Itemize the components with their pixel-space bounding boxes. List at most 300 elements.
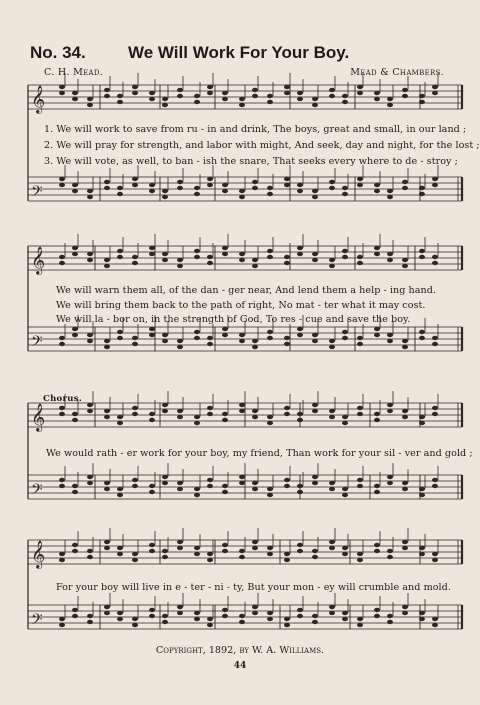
note-head	[252, 481, 258, 485]
note-head	[177, 611, 183, 615]
note-head	[357, 623, 363, 627]
note-head	[357, 255, 363, 259]
bass-clef-icon: 𝄢	[31, 481, 43, 502]
note-head	[162, 189, 168, 193]
note-head	[132, 484, 138, 488]
note-head	[284, 406, 290, 410]
chorus-label: Chorus.	[43, 394, 83, 404]
note-head	[312, 333, 318, 337]
hymn-title: We Will Work For Your Boy.	[128, 43, 350, 62]
note-head	[357, 617, 363, 621]
note-head	[162, 409, 168, 413]
note-head	[117, 249, 123, 253]
note-head	[177, 258, 183, 262]
bass-clef-icon: 𝄢	[31, 611, 43, 632]
note-head	[87, 339, 93, 343]
note-head	[132, 183, 138, 187]
note-head	[252, 264, 258, 268]
note-head	[297, 183, 303, 187]
note-head	[149, 484, 155, 488]
note-head	[239, 189, 245, 193]
note-head	[239, 195, 245, 199]
treble-clef-icon: 𝄞	[31, 403, 46, 431]
note-head	[87, 189, 93, 193]
note-head	[149, 183, 155, 187]
note-head	[87, 549, 93, 553]
note-head	[59, 91, 65, 95]
note-head	[104, 258, 110, 262]
note-head	[162, 475, 168, 479]
note-head	[252, 339, 258, 343]
note-head	[222, 484, 228, 488]
note-head	[284, 183, 290, 187]
note-head	[402, 611, 408, 615]
note-head	[72, 97, 78, 101]
note-head	[149, 97, 155, 101]
verse-3-line-2: We will la - bor on, in the strength of God, To res - cue and save the boy.	[56, 314, 411, 325]
note-head	[387, 620, 393, 624]
note-head	[207, 85, 213, 89]
note-head	[132, 336, 138, 340]
note-head	[117, 330, 123, 334]
note-head	[222, 614, 228, 618]
note-head	[222, 246, 228, 250]
verse-1-line-1: 1. We will work to save from ru - in and drink, The boys, great and small, in our land ;	[44, 124, 467, 135]
note-head	[342, 255, 348, 259]
note-head	[312, 614, 318, 618]
note-head	[194, 336, 200, 340]
note-head	[177, 546, 183, 550]
note-head	[87, 481, 93, 485]
note-head	[72, 484, 78, 488]
note-head	[117, 487, 123, 491]
note-head	[87, 97, 93, 101]
note-head	[374, 333, 380, 337]
note-head	[207, 478, 213, 482]
note-head	[267, 487, 273, 491]
note-head	[284, 558, 290, 562]
note-head	[252, 345, 258, 349]
note-head	[374, 418, 380, 422]
note-head	[284, 623, 290, 627]
note-head	[149, 252, 155, 256]
note-head	[104, 264, 110, 268]
note-head	[419, 421, 425, 425]
note-head	[432, 255, 438, 259]
note-head	[132, 261, 138, 265]
note-head	[132, 85, 138, 89]
note-head	[419, 487, 425, 491]
note-head	[194, 617, 200, 621]
note-head	[284, 478, 290, 482]
note-head	[132, 412, 138, 416]
note-head	[87, 258, 93, 262]
note-head	[149, 91, 155, 95]
note-head	[252, 546, 258, 550]
note-head	[252, 180, 258, 184]
note-head	[239, 614, 245, 618]
note-head	[329, 88, 335, 92]
note-head	[239, 555, 245, 559]
note-head	[239, 97, 245, 101]
note-head	[312, 403, 318, 407]
note-head	[432, 342, 438, 346]
note-head	[239, 549, 245, 553]
note-head	[357, 552, 363, 556]
note-head	[432, 91, 438, 95]
note-head	[419, 552, 425, 556]
note-head	[72, 252, 78, 256]
note-head	[222, 183, 228, 187]
note-head	[222, 412, 228, 416]
note-head	[104, 481, 110, 485]
note-head	[329, 481, 335, 485]
note-head	[59, 412, 65, 416]
note-head	[59, 183, 65, 187]
bass-clef-icon: 𝄢	[31, 183, 43, 204]
note-head	[387, 403, 393, 407]
note-head	[162, 103, 168, 107]
note-head	[117, 421, 123, 425]
note-head	[207, 412, 213, 416]
note-head	[252, 94, 258, 98]
note-head	[177, 605, 183, 609]
note-head	[419, 546, 425, 550]
note-head	[59, 478, 65, 482]
note-head	[387, 475, 393, 479]
note-head	[177, 345, 183, 349]
note-head	[432, 552, 438, 556]
note-head	[132, 623, 138, 627]
note-head	[374, 549, 380, 553]
note-head	[207, 91, 213, 95]
note-head	[177, 264, 183, 268]
note-head	[194, 249, 200, 253]
note-head	[312, 409, 318, 413]
note-head	[194, 192, 200, 196]
note-head	[104, 339, 110, 343]
note-head	[72, 189, 78, 193]
note-head	[222, 327, 228, 331]
note-head	[132, 558, 138, 562]
note-head	[374, 608, 380, 612]
note-head	[267, 186, 273, 190]
note-head	[162, 195, 168, 199]
note-head	[374, 543, 380, 547]
note-head	[419, 249, 425, 253]
copyright-notice: Copyright, 1892, by W. A. Williams.	[155, 645, 325, 656]
verse-2-line-1: 2. We will pray for strength, and labor with might, And seek, day and night, for the lost ;	[44, 140, 480, 151]
note-head	[72, 246, 78, 250]
chorus-line-2: For your boy will live in e - ter - ni - ty, But your mon - ey will crumble and mold.	[56, 582, 451, 593]
note-head	[342, 487, 348, 491]
note-head	[402, 186, 408, 190]
note-head	[239, 620, 245, 624]
note-head	[207, 255, 213, 259]
note-head	[342, 611, 348, 615]
note-head	[357, 177, 363, 181]
note-head	[284, 261, 290, 265]
note-head	[267, 249, 273, 253]
note-head	[194, 100, 200, 104]
note-head	[239, 409, 245, 413]
note-head	[239, 403, 245, 407]
note-head	[239, 475, 245, 479]
page-number: 44	[233, 661, 247, 671]
note-head	[87, 333, 93, 337]
note-head	[374, 189, 380, 193]
note-head	[132, 255, 138, 259]
note-head	[117, 94, 123, 98]
note-head	[239, 258, 245, 262]
note-head	[374, 246, 380, 250]
note-head	[59, 558, 65, 562]
note-head	[402, 258, 408, 262]
note-head	[329, 540, 335, 544]
note-head	[132, 617, 138, 621]
note-head	[342, 421, 348, 425]
note-head	[239, 103, 245, 107]
note-head	[162, 555, 168, 559]
note-head	[387, 409, 393, 413]
note-head	[222, 189, 228, 193]
note-head	[374, 412, 380, 416]
note-head	[252, 611, 258, 615]
note-head	[357, 484, 363, 488]
note-head	[87, 614, 93, 618]
note-head	[284, 342, 290, 346]
note-head	[194, 255, 200, 259]
note-head	[374, 183, 380, 187]
note-head	[162, 339, 168, 343]
note-head	[387, 333, 393, 337]
note-head	[329, 611, 335, 615]
note-head	[312, 195, 318, 199]
note-head	[432, 183, 438, 187]
note-head	[87, 103, 93, 107]
note-head	[357, 85, 363, 89]
note-head	[419, 255, 425, 259]
note-head	[329, 180, 335, 184]
note-head	[72, 614, 78, 618]
note-head	[194, 611, 200, 615]
note-head	[59, 623, 65, 627]
note-head	[222, 608, 228, 612]
note-head	[117, 415, 123, 419]
note-head	[284, 412, 290, 416]
note-head	[374, 614, 380, 618]
note-head	[297, 327, 303, 331]
note-head	[297, 333, 303, 337]
note-head	[149, 549, 155, 553]
note-head	[252, 88, 258, 92]
note-head	[419, 186, 425, 190]
note-head	[342, 100, 348, 104]
note-head	[104, 345, 110, 349]
note-head	[297, 246, 303, 250]
note-head	[387, 195, 393, 199]
note-head	[432, 261, 438, 265]
note-head	[312, 555, 318, 559]
note-head	[104, 611, 110, 615]
note-head	[194, 487, 200, 491]
note-head	[207, 484, 213, 488]
note-head	[177, 481, 183, 485]
note-head	[222, 549, 228, 553]
note-head	[222, 418, 228, 422]
note-head	[162, 403, 168, 407]
note-head	[357, 91, 363, 95]
note-head	[149, 246, 155, 250]
verse-2-line-2: We will bring them back to the path of right, No mat - ter what it may cost.	[56, 300, 426, 311]
note-head	[267, 94, 273, 98]
note-head	[342, 336, 348, 340]
note-head	[297, 608, 303, 612]
note-head	[72, 608, 78, 612]
note-head	[402, 94, 408, 98]
note-head	[177, 339, 183, 343]
note-head	[207, 342, 213, 346]
composer-credit: Mead & Chambers.	[350, 67, 444, 78]
note-head	[387, 103, 393, 107]
note-head	[104, 88, 110, 92]
note-head	[419, 415, 425, 419]
note-head	[117, 546, 123, 550]
note-head	[432, 85, 438, 89]
hymn-number: No. 34.	[30, 43, 86, 62]
note-head	[387, 614, 393, 618]
note-head	[374, 490, 380, 494]
note-head	[284, 552, 290, 556]
note-head	[194, 421, 200, 425]
note-head	[267, 192, 273, 196]
note-head	[104, 409, 110, 413]
note-head	[117, 493, 123, 497]
note-head	[312, 475, 318, 479]
note-head	[312, 103, 318, 107]
note-head	[194, 330, 200, 334]
note-head	[267, 546, 273, 550]
note-head	[72, 333, 78, 337]
note-head	[329, 94, 335, 98]
note-head	[387, 555, 393, 559]
note-head	[357, 406, 363, 410]
note-head	[104, 605, 110, 609]
note-head	[104, 180, 110, 184]
note-head	[312, 339, 318, 343]
note-head	[402, 487, 408, 491]
note-head	[419, 493, 425, 497]
note-head	[207, 406, 213, 410]
note-head	[87, 475, 93, 479]
note-head	[297, 412, 303, 416]
note-head	[149, 614, 155, 618]
lyricist-credit: C. H. Mead.	[44, 67, 104, 78]
note-head	[132, 478, 138, 482]
note-head	[162, 252, 168, 256]
note-head	[329, 345, 335, 349]
note-head	[267, 493, 273, 497]
note-head	[342, 415, 348, 419]
note-head	[297, 252, 303, 256]
note-head	[87, 195, 93, 199]
note-head	[329, 487, 335, 491]
note-head	[402, 409, 408, 413]
note-head	[329, 409, 335, 413]
note-head	[104, 186, 110, 190]
note-head	[117, 552, 123, 556]
note-head	[387, 258, 393, 262]
note-head	[357, 478, 363, 482]
note-head	[59, 177, 65, 181]
note-head	[267, 255, 273, 259]
note-head	[104, 415, 110, 419]
treble-clef-icon: 𝄞	[31, 85, 46, 113]
note-head	[239, 339, 245, 343]
note-head	[177, 409, 183, 413]
bass-clef-icon: 𝄢	[31, 333, 43, 354]
note-head	[329, 339, 335, 343]
note-head	[149, 333, 155, 337]
note-head	[329, 258, 335, 262]
note-head	[419, 100, 425, 104]
note-head	[59, 617, 65, 621]
note-head	[222, 97, 228, 101]
note-head	[432, 558, 438, 562]
note-head	[59, 406, 65, 410]
note-head	[402, 88, 408, 92]
note-head	[207, 558, 213, 562]
note-head	[387, 252, 393, 256]
note-head	[252, 186, 258, 190]
note-head	[387, 339, 393, 343]
note-head	[162, 97, 168, 101]
note-head	[149, 608, 155, 612]
staff	[28, 475, 462, 502]
note-head	[432, 623, 438, 627]
note-head	[252, 540, 258, 544]
note-head	[284, 91, 290, 95]
note-head	[357, 261, 363, 265]
note-head	[194, 552, 200, 556]
note-head	[329, 186, 335, 190]
note-head	[312, 189, 318, 193]
note-head	[177, 415, 183, 419]
note-head	[419, 611, 425, 615]
note-head	[117, 186, 123, 190]
note-head	[402, 415, 408, 419]
note-head	[402, 546, 408, 550]
note-head	[402, 540, 408, 544]
note-head	[374, 484, 380, 488]
note-head	[149, 412, 155, 416]
note-head	[252, 258, 258, 262]
note-head	[117, 617, 123, 621]
note-head	[312, 258, 318, 262]
note-head	[87, 620, 93, 624]
note-head	[59, 552, 65, 556]
note-head	[59, 484, 65, 488]
note-head	[194, 94, 200, 98]
note-head	[297, 91, 303, 95]
note-head	[387, 97, 393, 101]
note-head	[284, 617, 290, 621]
note-head	[374, 91, 380, 95]
note-head	[149, 543, 155, 547]
note-head	[72, 183, 78, 187]
note-head	[117, 100, 123, 104]
note-head	[72, 91, 78, 95]
